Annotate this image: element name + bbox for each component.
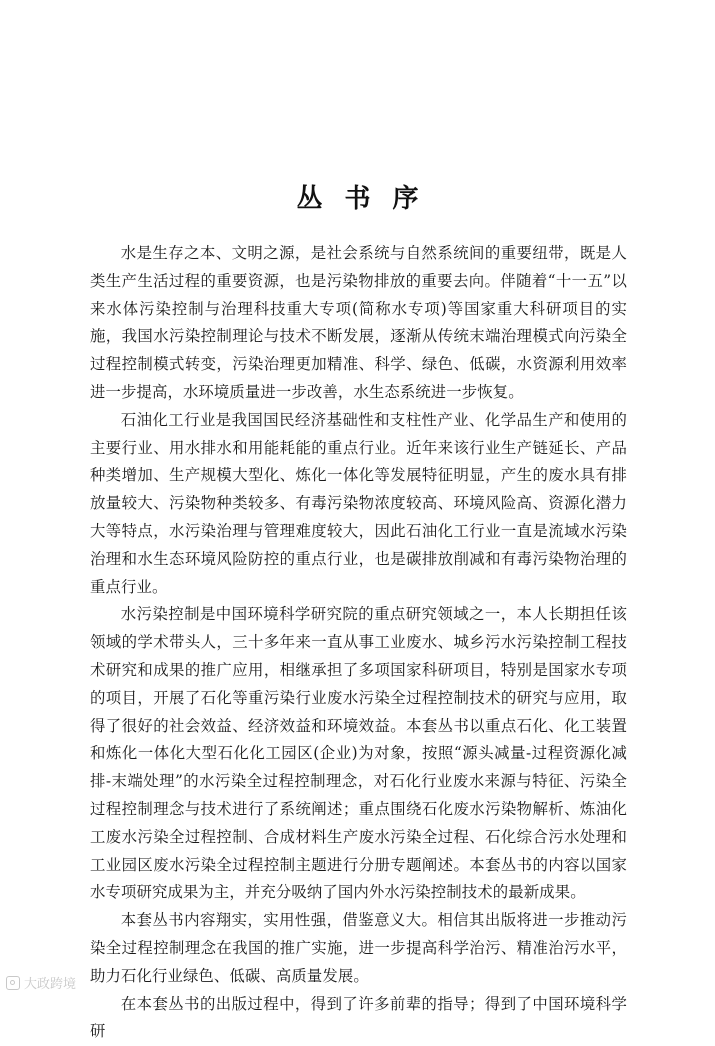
body-text	[90, 240, 627, 1046]
paragraph-1: 水是生存之本、文明之源，是社会系统与自然系统间的重要纽带，既是人类生产生活过程的重要资源，也是污染物排放的重要去向。伴随着“十一五”以来水体污染控制与治理科技重大专项(简称水专项)等国家重大科研项目的实施，我国水污染控制理论与技术不断发展，逐渐从传统末端治理模式向污染全过程控制模式转变，污染治理更加精准、科学、绿色、低碳，水资源利用效率进一步提高，水环境质量进一步改善，水生态系统进一步恢复。	[90, 244, 627, 401]
paragraph-3: 水污染控制是中国环境科学研究院的重点研究领域之一，本人长期担任该领域的学术带头人，三十多年来一直从事工业废水、城乡污水污染控制工程技术研究和成果的推广应用，相继承担了多项国家科研项目，特别是国家水专项的项目，开展了石化等重污染行业废水污染全过程控制技术的研究与应用，取得了很好的社会效益、经济效益和环境效益。本套丛书以重点石化、化工装置和炼化一体化大型石化化工园区(企业)为对象，按照“源头减量-过程资源化减排-末端处理”的水污染全过程控制理念，对石化行业废水来源与特征、污染全过程控制理念与技术进行了系统阐述；重点围绕石化废水污染物解析、炼油化工废水污染全过程控制、合成材料生产废水污染全过程、石化综合污水处理和工业园区废水污染全过程控制主题进行分册专题阐述。本套丛书的内容以国家水专项研究成果为主，并充分吸纳了国内外水污染控制技术的最新成果。	[90, 605, 627, 902]
paragraph-2: 石油化工行业是我国国民经济基础性和支柱性产业、化学品生产和使用的主要行业、用水排水和用能耗能的重点行业。近年来该行业生产链延长、产品种类增加、生产规模大型化、炼化一体化等发展特征明显，产生的废水具有排放量较大、污染物种类较多、有毒污染物浓度较高、环境风险高、资源化潜力大等特点，水污染治理与管理难度较大，因此石油化工行业一直是流域水污染治理和水生态环境风险防控的重点行业，也是碳排放削减和有毒污染物治理的重点行业。	[90, 410, 627, 596]
camera-logo-icon	[6, 976, 20, 990]
paragraph-5: 在本套丛书的出版过程中，得到了许多前辈的指导；得到了中国环境科学研	[90, 994, 627, 1041]
watermark	[6, 973, 76, 992]
page-title: 丛书序	[296, 184, 441, 214]
watermark-text: 大政跨境	[24, 977, 77, 992]
paragraph-4: 本套丛书内容翔实，实用性强，借鉴意义大。相信其出版将进一步推动污染全过程控制理念在我国的推广实施，进一步提高科学治污、精准治污水平，助力石化行业绿色、低碳、高质量发展。	[90, 911, 627, 985]
